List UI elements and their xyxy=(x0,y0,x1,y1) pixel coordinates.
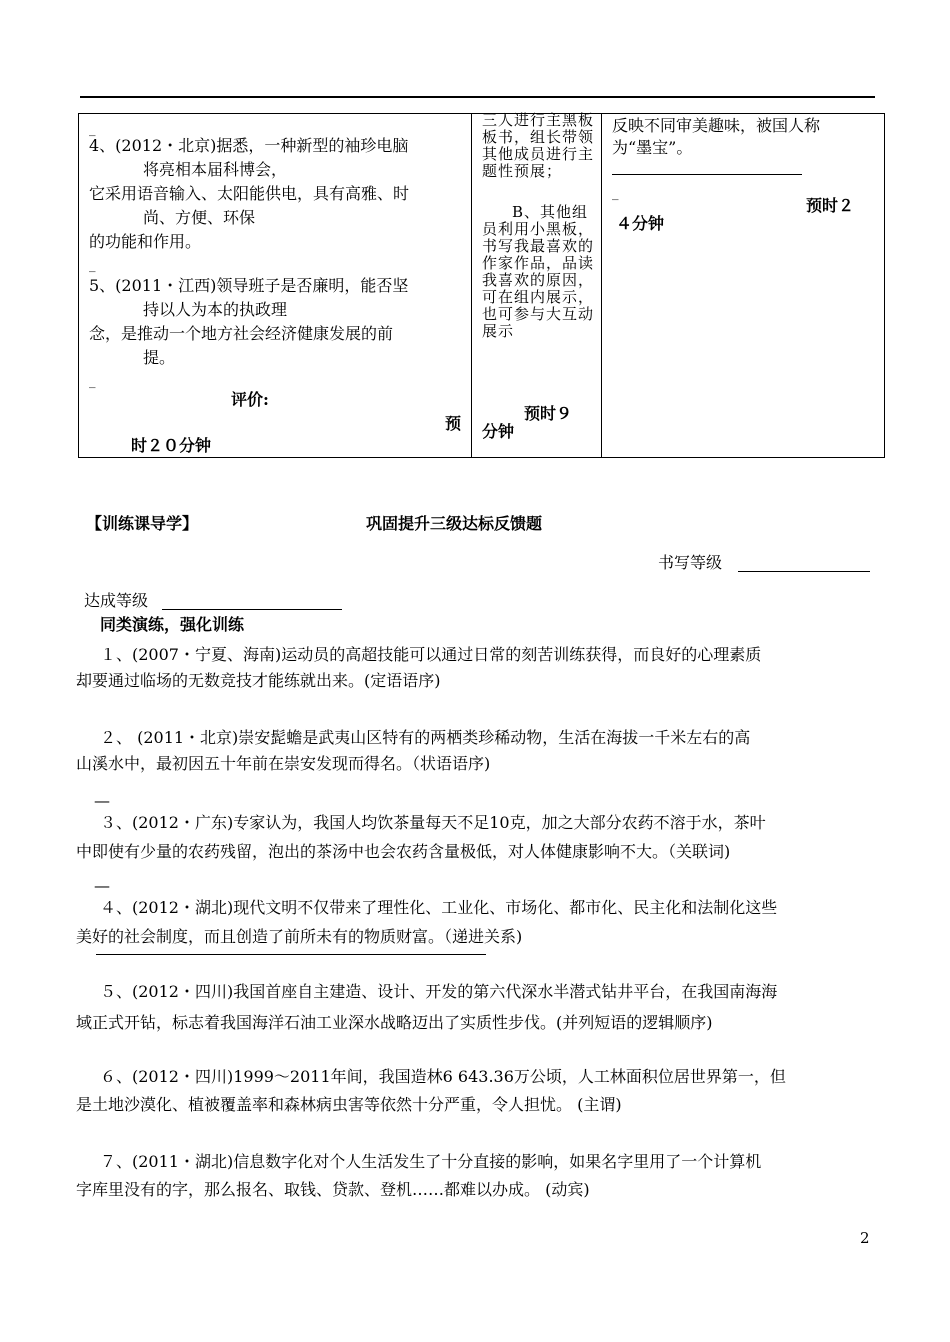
question-5-line-2: 持以人为本的执政理 xyxy=(143,300,288,319)
header-rule xyxy=(80,96,875,98)
question-3-line-2: 中即使有少量的农药残留，泡出的茶汤中也会农药含量极低，对人体健康影响不大。（关联词) xyxy=(76,842,731,861)
activity-text-b: B、其他组员利用小黑板，书写我最喜欢的作家作品，品读我喜欢的原因，可在组内展示，也可参与大互动展示 xyxy=(482,203,595,340)
answer-mark: — xyxy=(94,791,110,810)
question-1-line-1: １、(2007・宁夏、海南)运动员的高超技能可以通过日常的刻苦训练获得，而良好的心理素质 xyxy=(100,645,762,664)
questions-cell xyxy=(79,114,472,458)
question-1-line-2: 却要通过临场的无数竞技才能练就出来。(定语语序) xyxy=(76,671,441,690)
section-subtitle: 巩固提升三级达标反馈题 xyxy=(366,514,543,533)
notes-line-1: 反映不同审美趣味，被国人称 xyxy=(612,116,821,135)
question-7-line-1: ７、(2011・湖北)信息数字化对个人生活发生了十分直接的影响，如果名字里用了一个计算机 xyxy=(100,1152,762,1171)
question-5-line-2: 域正式开钻，标志着我国海洋石油工业深水战略迈出了实质性步伐。(并列短语的逻辑顺序) xyxy=(76,1013,713,1032)
question-4-line-1: ４、(2012・湖北)现代文明不仅带来了理性化、工业化、市场化、都市化、民主化和法制化这些 xyxy=(100,898,778,917)
question-5-line-1: ５、(2012・四川)我国首座自主建造、设计、开发的第六代深水半潜式钻井平台，在我国南海海 xyxy=(100,982,778,1001)
question-5-line-1: 5、(2011・江西)领导班子是否廉明，能否坚 xyxy=(89,276,409,295)
question-3-line-1: ３、(2012・广东)专家认为，我国人均饮茶量每天不足10克，加之大部分农药不溶于水，茶叶 xyxy=(100,813,766,832)
activity-text-a: 三人进行主黑板板书，组长带领其他成员进行主题性预展； xyxy=(482,111,595,180)
answer-line xyxy=(96,954,486,955)
time-estimate-part-2: ４分钟 xyxy=(616,214,665,233)
time-estimate-part-2: 分钟 xyxy=(482,422,515,441)
time-label-part: 预 xyxy=(445,414,462,433)
notes-cell xyxy=(602,114,885,458)
practice-title: 同类演练，强化训练 xyxy=(100,615,245,634)
notes-line-2: 为“墨宝”。 xyxy=(612,138,693,157)
answer-blank: _ xyxy=(89,122,96,137)
question-4-line-3: 它采用语音输入、太阳能供电，具有高雅、时 xyxy=(89,184,410,203)
question-4-line-2: 美好的社会制度，而且创造了前所未有的物质财富。（递进关系) xyxy=(76,927,523,946)
time-estimate-part-1: 预时２ xyxy=(806,196,855,215)
answer-line xyxy=(612,174,802,175)
question-2-line-2: 山溪水中，最初因五十年前在崇安发现而得名。（状语语序) xyxy=(76,754,491,773)
time-estimate: 时２０分钟 xyxy=(131,436,212,455)
question-5-line-3: 念，是推动一个地方社会经济健康发展的前 xyxy=(89,324,394,343)
question-4-line-1: 4、(2012・北京)据悉，一种新型的袖珍电脑 xyxy=(89,136,409,155)
achieve-grade-blank xyxy=(162,609,342,610)
answer-blank: _ xyxy=(89,374,96,389)
question-2-line-1: ２、 (2011・北京)崇安髭蟾是武夷山区特有的两栖类珍稀动物，生活在海拔一千米左右的高 xyxy=(100,728,751,747)
writing-grade-label: 书写等级 xyxy=(658,553,723,572)
evaluation-label: 评价: xyxy=(231,390,269,409)
question-4-line-5: 的功能和作用。 xyxy=(89,232,202,251)
answer-mark: — xyxy=(94,876,110,895)
question-5-line-4: 提。 xyxy=(143,348,176,367)
time-estimate-part-1: 预时９ xyxy=(524,404,573,423)
question-4-line-2: 将亮相本届科博会， xyxy=(143,160,288,179)
activity-table xyxy=(78,113,885,458)
section-heading: 【训练课导学】 xyxy=(86,514,199,533)
question-7-line-2: 字库里没有的字，那么报名、取钱、贷款、登机……都难以办成。 (动宾) xyxy=(76,1180,590,1199)
answer-blank: _ xyxy=(612,186,619,201)
answer-blank: _ xyxy=(89,258,96,273)
page-number: 2 xyxy=(860,1229,870,1247)
question-6-line-2: 是土地沙漠化、植被覆盖率和森林病虫害等依然十分严重，令人担忧。 (主谓) xyxy=(76,1095,622,1114)
question-4-line-4: 尚、方便、环保 xyxy=(143,208,256,227)
activity-cell xyxy=(472,111,602,458)
achieve-grade-label: 达成等级 xyxy=(84,591,149,610)
question-6-line-1: ６、(2012・四川)1999～2011年间，我国造林6 643.36万公顷，人工林面积位居世界第一，但 xyxy=(100,1067,786,1086)
writing-grade-blank xyxy=(738,571,870,572)
